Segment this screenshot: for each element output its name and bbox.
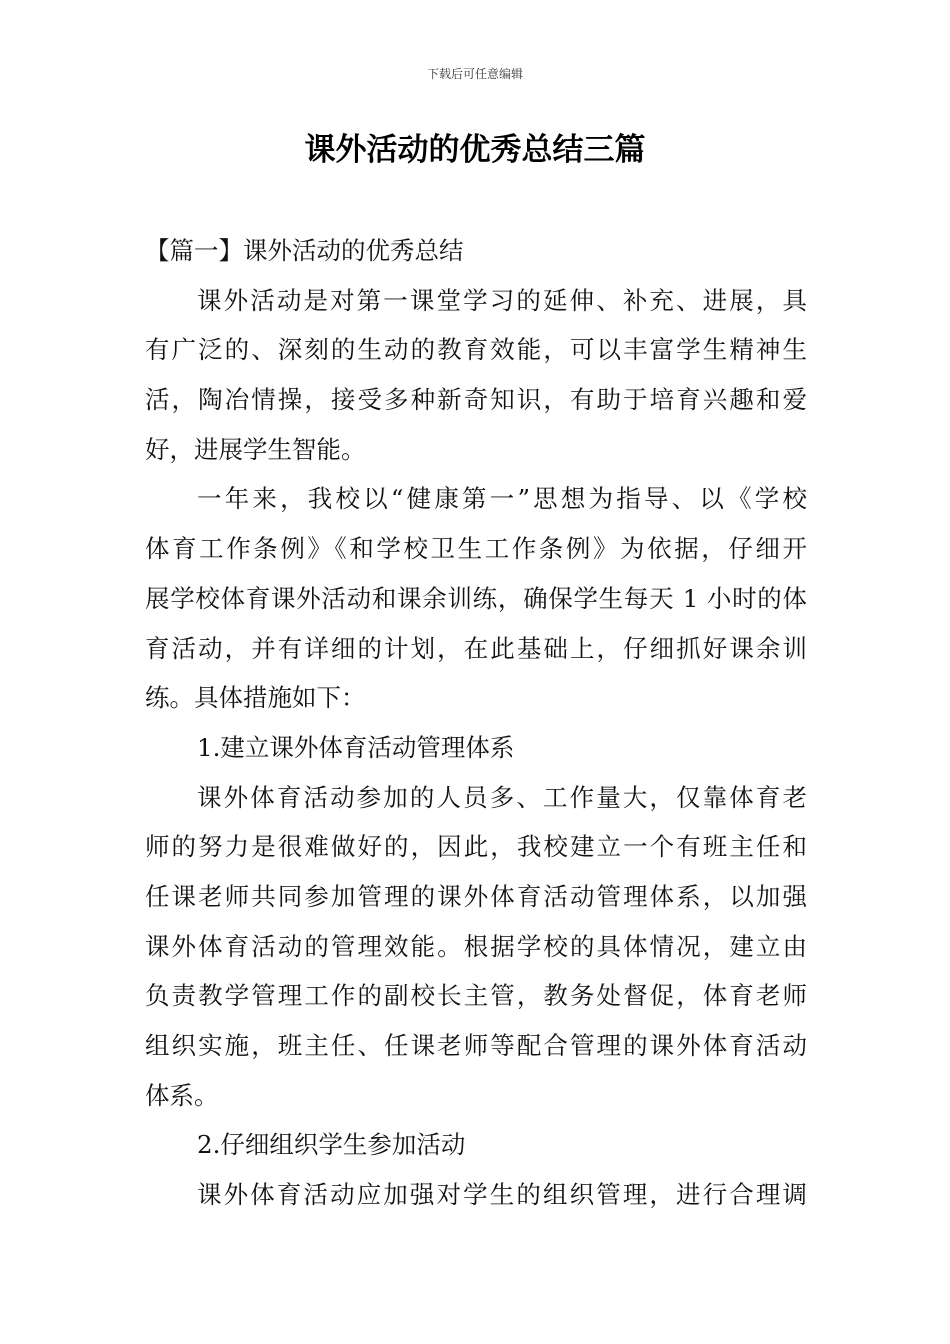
text-line: 课外体育活动应加强对学生的组织管理，进行合理调 xyxy=(197,1180,807,1210)
text-line: 展学校体育课外活动和课余训练，确保学生每天 1 小时的体 xyxy=(145,583,807,613)
text-line: 体育工作条例》《和学校卫生工作条例》为依据，仔细开 xyxy=(145,534,807,564)
document-title: 课外活动的优秀总结三篇 xyxy=(304,132,646,168)
text-line: 【篇一】课外活动的优秀总结 xyxy=(145,236,464,265)
text-line: 课外体育活动的管理效能。根据学校的具体情况，建立由 xyxy=(145,931,807,961)
text-line: 课外体育活动参加的人员多、工作量大，仅靠体育老 xyxy=(197,782,807,812)
text-line: 体系。 xyxy=(145,1080,219,1110)
text-line: 师的努力是很难做好的，因此，我校建立一个有班主任和 xyxy=(145,832,807,862)
text-line: 课外活动是对第一课堂学习的延伸、补充、进展，具 xyxy=(197,285,807,315)
text-line: 有广泛的、深刻的生动的教育效能，可以丰富学生精神生 xyxy=(145,335,807,365)
text-line: 好，进展学生智能。 xyxy=(145,434,366,464)
text-line: 一年来，我校以“健康第一”思想为指导、以《学校 xyxy=(197,484,807,514)
text-line: 育活动，并有详细的计划，在此基础上，仔细抓好课余训 xyxy=(145,633,807,663)
text-line: 负责教学管理工作的副校长主管，教务处督促，体育老师 xyxy=(145,981,807,1011)
text-line: 组织实施，班主任、任课老师等配合管理的课外体育活动 xyxy=(145,1031,807,1060)
text-line: 2.仔细组织学生参加活动 xyxy=(197,1130,466,1160)
document-body xyxy=(145,226,807,1220)
text-line: 任课老师共同参加管理的课外体育活动管理体系，以加强 xyxy=(145,881,807,911)
text-line: 练。具体措施如下： xyxy=(145,683,366,713)
text-line: 1.建立课外体育活动管理体系 xyxy=(197,732,515,762)
text-line: 活，陶冶情操，接受多种新奇知识，有助于培育兴趣和爱 xyxy=(145,385,807,415)
page-header-note: 下载后可任意编辑 xyxy=(426,67,523,81)
